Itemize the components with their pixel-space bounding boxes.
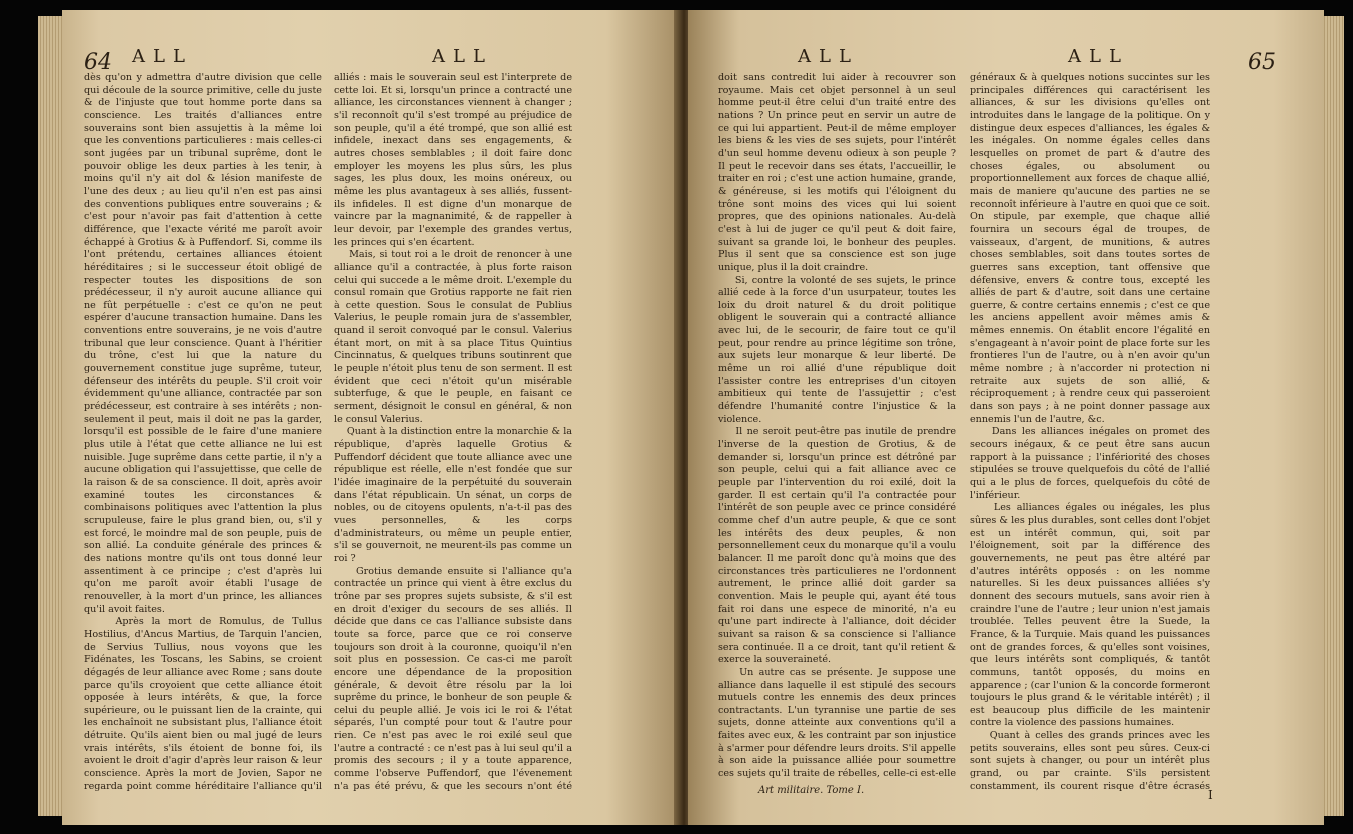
page-number-left: 64: [84, 50, 112, 75]
left-page: [62, 10, 680, 825]
text-column-left-1: dès qu'on y admettra d'autre division que celle qui découle de la source primitive, celle du juste & de l'injuste que tout homme porte dans sa conscience. Les traités d'alliances entre souverains sont bien assujettis à la même loi que les conventions particulieres : mais celles-ci sont jugées par un tribunal suprême, dont le pouvoir oblige les deux parties à les tenir, à moins qu'il n'y ait dol & lésion manifeste de l'une des deux ; au lieu qu'il n'en est pas ainsi des conventions publiques entre souverains ; & c'est pour n'avoir pas fait d'attention à cette différence, que l'exacte vérité me paroît avoir échappé à Grotius & à Puffendorf. Si, comme ils l'ont prétendu, certaines alliances étoient héréditaires ; si le successeur étoit obligé de respecter toutes les dispositions de son prédécesseur, il n'y auroit aucune alliance qui ne fût perpétuelle : c'est ce qu'on ne peut espérer d'aucune transaction humaine. Dans les conventions entre souverains, je ne vois d'autre tribunal que leur conscience. Quant à l'héritier du trône, c'est lui que la nature du gouvernement constitue juge suprême, tuteur, défenseur des intérêts du peuple. S'il croit voir évidemment qu'une alliance, contractée par son prédécesseur, est contraire à ses intérêts ; non-seulement il peut, mais il doit ne pas la garder, lorsqu'il est possible de le faire d'une maniere plus utile à l'état que cette alliance ne lui est nuisible. Juge suprême dans cette partie, il n'y a aucune obligation qui l'assujettisse, que celle de la raison & de sa conscience. Il doit, après avoir examiné toutes les circonstances & combinaisons politiques avec l'attention la plus scrupuleuse, faire le plus grand bien, ou, s'il y est forcé, le moindre mal de son peuple, puis de son allié. La conduite générale des princes & des nations montre qu'ils ont tous donné leur assentiment à ce principe ; c'est d'après lui qu'on me paroît avoir établi l'usage de renouveller, à la mort d'un prince, les alliances qu'il avoit faites. Après la mort de Romulus, de Tullus Hostilius, d'Ancus Martius, de Tarquin l'ancien, de Servius Tullius, nous voyons que les Fidénates, les Toscans, les Sabins, se croient dégagés de leur alliance avec Rome ; sans doute parce qu'ils croyoient que cette alliance étoit opposée à leurs intérêts, & que, la force supérieure, ou le puissant lien de la crainte, qui les enchaînoit ne subsistant plus, l'alliance étoit détruite. Qu'ils aient bien ou mal jugé de leurs vrais intérêts, s'ils étoient de bonne foi, ils avoient le droit d'agir d'après leur raison & leur conscience. Après la mort de Jovien, Sapor ne regarda point comme héréditaire l'alliance qu'il: [84, 72, 322, 792]
text-column-right-1: doit sans contredit lui aider à recouvrer son royaume. Mais cet objet personnel à un seul homme peut-il être celui d'un traité entre des nations ? Un prince peut en servir un autre de ce qui lui appartient. Peut-il de même employer les biens & les vies de ses sujets, pour l'intérêt d'un seul homme devenu odieux à son peuple ? Il peut le recevoir dans ses états, l'accueillir, le traiter en roi ; c'est une action humaine, grande, & généreuse, si les motifs qui l'éloignent du trône sont moins des vices qui lui soient propres, que des opinions nationales. Au-delà c'est à lui de juger ce qu'il peut & doit faire, suivant sa grande loi, le bonheur des peuples. Plus il sent que sa conscience est son juge unique, plus il la doit craindre. Si, contre la volonté de ses sujets, le prince allié cede à la force d'un usurpateur, toutes les loix du droit naturel & du droit politique obligent le souverain qui a contracté alliance avec lui, de le secourir, de faire tout ce qu'il peut, pour rendre au prince légitime son trône, aux sujets leur monarque & leur liberté. De même un roi allié d'une république doit l'assister contre les entreprises d'un citoyen ambitieux qui tente de l'assujettir ; c'est défendre l'humanité contre l'injustice & la violence. Il ne seroit peut-être pas inutile de prendre l'inverse de la question de Grotius, & de demander si, lorsqu'un prince est détrôné par son peuple, celui qui a fait alliance avec ce peuple par l'intervention du roi exilé, doit la garder. Il est certain qu'il l'a contractée pour l'intérêt de son peuple avec ce prince considéré comme chef d'un autre peuple, & que ce sont les intérêts des deux peuples, & non personnellement ceux du monarque qu'il a voulu balancer. Il me paroît donc qu'à moins que des circonstances très particulieres ne l'ordonnent autrement, le prince allié doit garder sa convention. Mais le peuple qui, ayant été tous fait roi dans une espece de minorité, n'a eu qu'une part indirecte à l'alliance, doit décider suivant sa raison & sa conscience si l'alliance sera continuée. Il a ce droit, tant qu'il retient & exerce la souveraineté. Un autre cas se présente. Je suppose une alliance dans laquelle il est stipulé des secours mutuels contre les ennemis des deux princes contractants. L'un tyrannise une partie de ses sujets, donne atteinte aux conventions qu'il a faites avec eux, & les contraint par son injustice à s'armer pour défendre leurs droits. S'il appelle à son aide la puissance alliée pour soumettre ces sujets qu'il traite de rébelles, celle-ci est-elle: [718, 72, 956, 780]
text-column-right-2: généraux & à quelques notions succintes sur les principales différences qui caractérisent les alliances, & sur les divisions qu'elles ont introduites dans le langage de la politique. On y distingue deux especes d'alliances, les égales & les inégales. On nomme égales celles dans lesquelles on promet de part & d'autre des choses égales, ou absolument ou proportionnellement aux forces de chaque allié, mais de maniere qu'aucune des parties ne se reconnoît inférieure à l'autre en quoi que ce soit. On stipule, par exemple, que chaque allié fournira un secours égal de troupes, de vaisseaux, d'argent, de munitions, & autres choses semblables, soit dans toutes sortes de guerres sans exception, tant offensive que défensive, envers & contre tous, excepté les alliés de part & d'autre, soit dans une certaine guerre, & contre certains ennemis ; c'est ce que les anciens appellent avoir mêmes amis & mêmes ennemis. On établit encore l'égalité en s'engageant à n'avoir point de place forte sur les frontieres l'un de l'autre, ou à n'en avoir qu'un même nombre ; à n'accorder ni protection ni retraite aux sujets de son allié, & réciproquement ; à rendre ceux qui passeroient dans son pays ; à ne point donner passage aux ennemis l'un de l'autre, &c. Dans les alliances inégales on promet des secours inégaux, & ce peut être sans aucun rapport à la puissance ; l'infériorité des choses stipulées se trouve quelquefois du côté de l'allié qui a le plus de forces, quelquefois du côté de l'inférieur. Les alliances égales ou inégales, les plus sûres & les plus durables, sont celles dont l'objet est un intérêt commun, qui, soit par l'éloignement, soit par la différence des gouvernements, ne peut pas être altéré par d'autres intérêts opposés : on les nomme naturelles. Si les deux puissances alliées s'y donnent des secours mutuels, sans avoir rien à craindre l'une de l'autre ; leur union n'est jamais troublée. Telles peuvent être la Suede, la France, & la Turquie. Mais quand les puissances ont de grandes forces, & qu'elles sont voisines, que leurs intérêts sont compliqués, & tantôt communs, tantôt opposés, du moins en apparence ; (car l'union & la concorde formeront toujours le plus grand & le véritable intérêt) ; il est beaucoup plus difficile de les maintenir contre la violence des passions humaines. Quant à celles des grands princes avec les petits souverains, elles sont peu sûres. Ceux-ci sont sujets à changer, ou pour un intérêt plus grand, ou par crainte. S'ils persistent constamment, ils courent risque d'être écrasés: [970, 72, 1210, 792]
page-number-right: 65: [1248, 50, 1276, 75]
signature-footer: Art militaire. Tome I.: [758, 785, 865, 796]
page-edges-right: [1322, 16, 1344, 816]
running-head-right-2: ALL: [1068, 46, 1129, 67]
running-head-left-2: ALL: [432, 46, 493, 67]
running-head-left-1: ALL: [132, 46, 193, 67]
running-head-right-1: ALL: [798, 46, 859, 67]
text-column-left-2: alliés : mais le souverain seul est l'interprete de cette loi. Et si, lorsqu'un prince a contracté une alliance, les circonstances viennent à changer ; s'il reconnoît qu'il s'est trompé au préjudice de son peuple, qu'il a été trompé, que son allié est infidele, inexact dans ses engagements, & autres choses semblables ; il doit faire donc employer les moyens les plus sûrs, les plus sages, les plus doux, les moins onéreux, ou même les plus avantageux à ses alliés, fussent-ils infideles. Il est digne d'un monarque de vaincre par la magnanimité, & de rappeller à leur devoir, par l'exemple des grandes vertus, les princes qui s'en écartent. Mais, si tout roi a le droit de renoncer à une alliance qu'il a contractée, à plus forte raison celui qui succede a le même droit. L'exemple du consul romain que Grotius rapporte ne fait rien à cette question. Sous le consulat de Publius Valerius, le peuple romain jura de s'assembler, quand il seroit convoqué par le consul. Valerius étant mort, on mit à sa place Titus Quintius Cincinnatus, & quelques tribuns soutinrent que le peuple n'étoit plus tenu de son serment. Il est évident que ceci n'étoit qu'un misérable subterfuge, & que le peuple, en faisant ce serment, désignoit le consul en général, & non le consul Valerius. Quant à la distinction entre la monarchie & la république, d'après laquelle Grotius & Puffendorf décident que toute alliance avec une république est réelle, elle n'est fondée que sur l'idée imaginaire de la perpétuité du souverain dans l'état républicain. Un sénat, un corps de nobles, ou de citoyens opulents, n'a-t-il pas des vues personnelles, & les corps d'administrateurs, ou même un peuple entier, s'il se gouvernoit, ne meurent-ils pas comme un roi ? Grotius demande ensuite si l'alliance qu'a contractée un prince qui vient à être exclus du trône par ses propres sujets subsiste, & s'il est en droit d'exiger du secours de ses alliés. Il décide que dans ce cas l'alliance subsiste dans toute sa force, parce que ce roi conserve toujours son droit à la couronne, quoiqu'il n'en soit plus en possession. Ce cas-ci me paroît encore une dépendance de la proposition générale, & devoit être résolu par la loi suprême du prince, le bonheur de son peuple & celui du peuple allié. Je vois ici le roi & l'état séparés, l'un compté pour tout & l'autre pour rien. Ce n'est pas avec le roi exilé seul que l'autre a contracté : ce n'est pas à lui seul qu'il a promis des secours ; il y a toute apparence, comme l'observe Puffendorf, que l'évenement n'a pas été prévu, & que les secours n'ont été: [334, 72, 572, 792]
page-edges-left: [38, 16, 64, 816]
right-page: [688, 10, 1324, 825]
open-book: [62, 10, 1324, 825]
signature-mark: I: [1208, 788, 1213, 802]
